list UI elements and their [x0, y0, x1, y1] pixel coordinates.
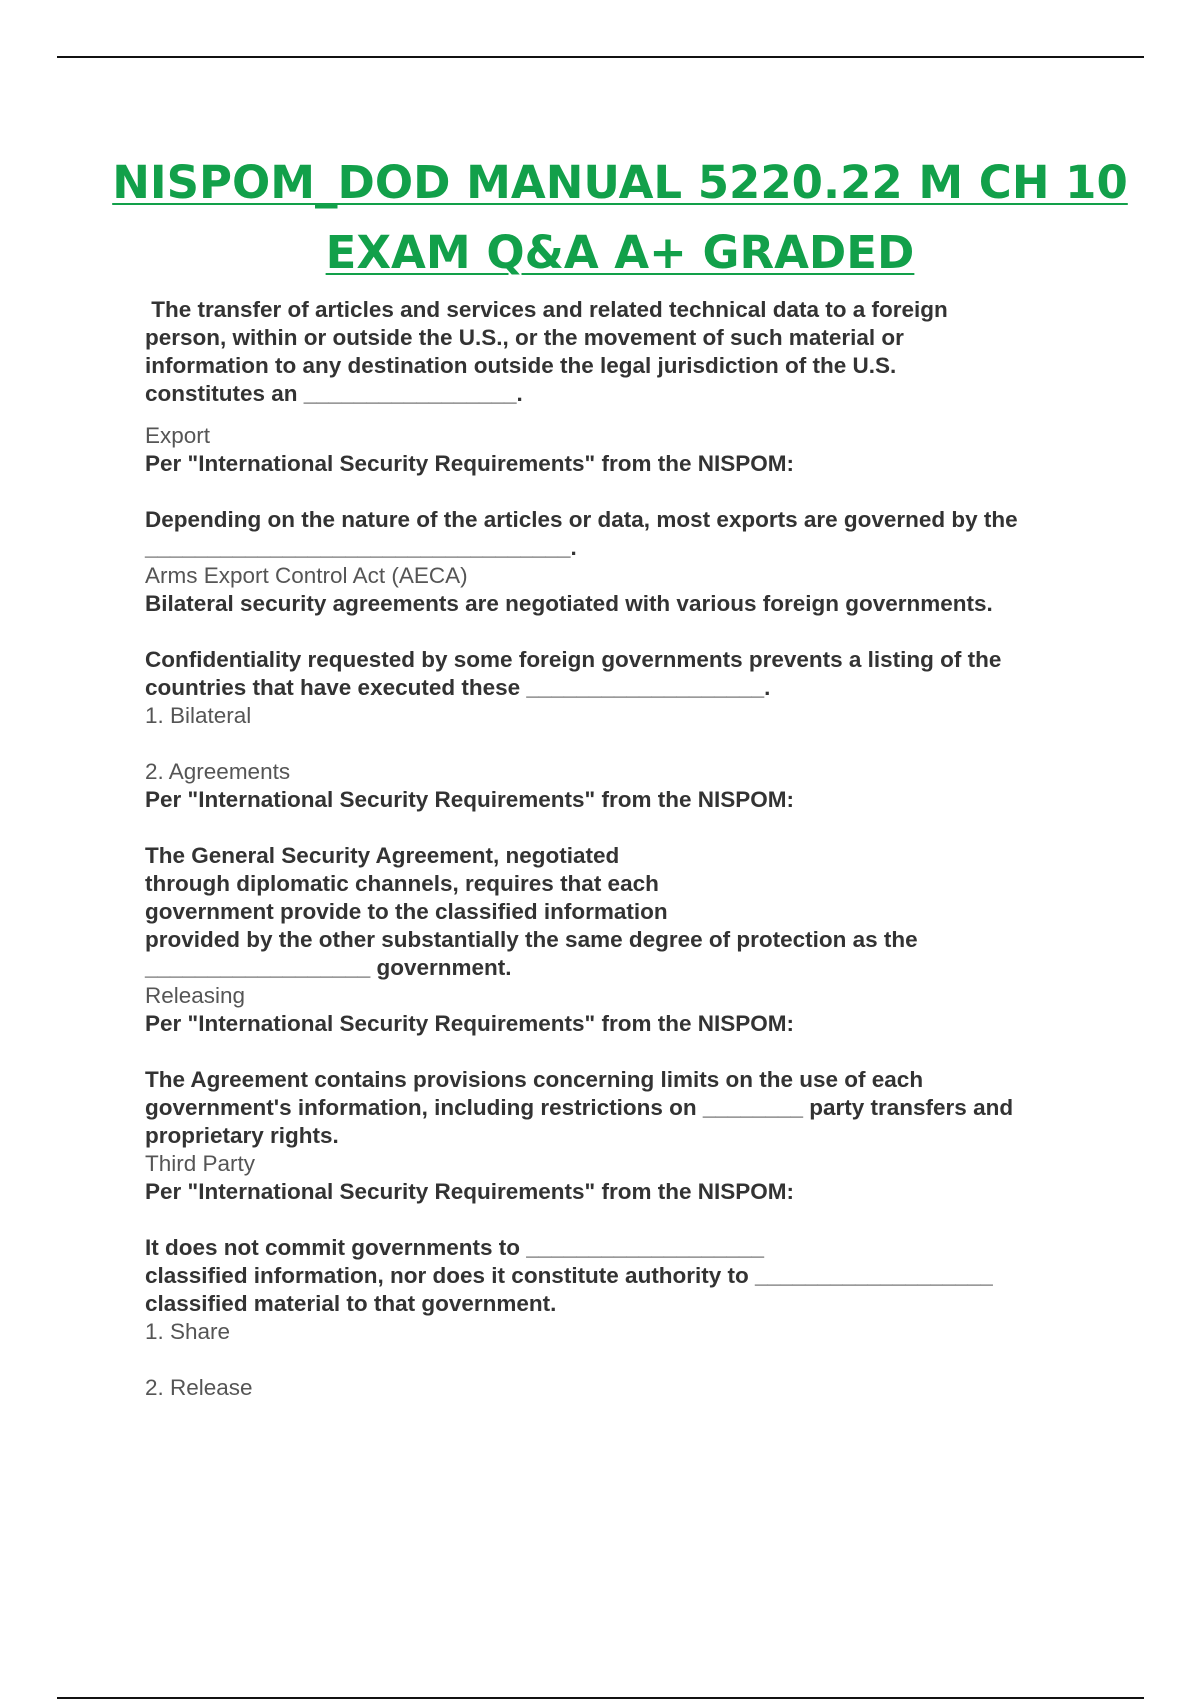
document-title [80, 148, 1160, 288]
question-text: The transfer of articles and services and related technical data to a foreign person, within or outside the U.S., or the movement of such material or information to any destination outside the legal jurisdiction of the U.S. constitutes an _________________. [145, 297, 948, 406]
answer-text: 1. Bilateral 2. Agreements [145, 703, 291, 784]
question-text: Per "International Security Requirements" from the NISPOM: It does not commit governments to ___________________ classified information, nor does it constitute authority to ___________________ classified material to that government. [145, 1179, 993, 1316]
qa-item [145, 296, 1105, 450]
qa-item [145, 590, 1105, 786]
question-text: Per "International Security Requirements" from the NISPOM: The General Security Agreement, negotiated through diplomatic channels, requires that each government provide to the classified information provided by the other substantially the same degree of protection as the __________________ government. [145, 787, 918, 980]
answer-text: Export [145, 423, 211, 448]
qa-item [145, 786, 1105, 1010]
bottom-rule [57, 1697, 1144, 1699]
answer-text: Arms Export Control Act (AECA) [145, 563, 468, 588]
title-line-2: EXAM Q&A A+ GRADED [325, 226, 915, 279]
question-text: Per "International Security Requirements" from the NISPOM: Depending on the nature of the articles or data, most exports are governed by the __________________________________. [145, 451, 1018, 560]
qa-item [145, 450, 1105, 590]
answer-text: 1. Share 2. Release [145, 1319, 253, 1400]
qa-list [145, 296, 1105, 1402]
title-line-1: NISPOM_DOD MANUAL 5220.22 M CH 10 [112, 156, 1128, 209]
qa-item [145, 1010, 1105, 1178]
question-text: Per "International Security Requirements" from the NISPOM: The Agreement contains provisions concerning limits on the use of each government's information, including restrictions on ________ party transfers and proprietary rights. [145, 1011, 1014, 1148]
answer-text: Third Party [145, 1151, 256, 1176]
answer-text: Releasing [145, 983, 246, 1008]
question-text: Bilateral security agreements are negotiated with various foreign governments. Confidentiality requested by some foreign governments prevents a listing of the countries that have executed these ___________________. [145, 591, 1002, 700]
top-rule [57, 56, 1144, 58]
qa-item [145, 1178, 1105, 1402]
